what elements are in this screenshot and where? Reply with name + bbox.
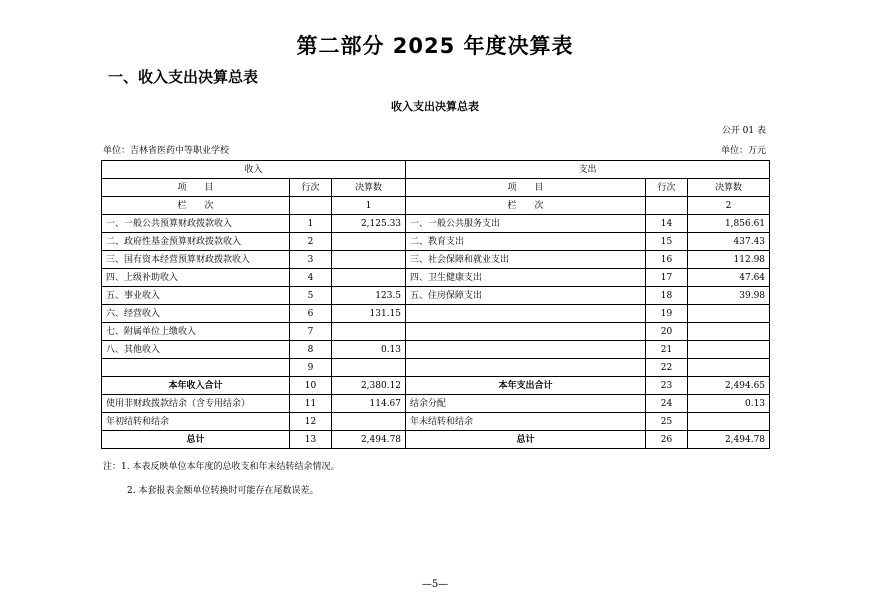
note-2: 2. 本套报表金额单位转换时可能存在尾数误差。 — [127, 486, 319, 496]
income-item-cell — [102, 359, 290, 377]
expense-item-cell — [406, 323, 646, 341]
income-amount-cell: 2,125.33 — [332, 215, 406, 233]
income-item-cell: 总计 — [102, 431, 290, 449]
budget-summary-table — [101, 160, 770, 449]
expense-item-cell — [406, 341, 646, 359]
expense-item-header: 项 目 — [406, 179, 646, 197]
income-amount-cell: 114.67 — [332, 395, 406, 413]
expense-row-number-cell: 25 — [646, 413, 688, 431]
income-item-header: 项 目 — [102, 179, 290, 197]
expense-item-cell — [406, 305, 646, 323]
expense-row-header: 行次 — [646, 179, 688, 197]
expense-row-number-cell: 21 — [646, 341, 688, 359]
income-amount-cell: 2,380.12 — [332, 377, 406, 395]
income-row-header: 行次 — [290, 179, 332, 197]
income-amount-cell — [332, 251, 406, 269]
expense-amount-cell — [688, 359, 770, 377]
table-row — [102, 359, 770, 377]
expense-item-cell — [406, 359, 646, 377]
income-item-cell: 一、一般公共预算财政拨款收入 — [102, 215, 290, 233]
income-row-number-cell: 9 — [290, 359, 332, 377]
expense-row-number-cell: 15 — [646, 233, 688, 251]
income-amount-cell — [332, 359, 406, 377]
income-row-number-cell: 11 — [290, 395, 332, 413]
income-item-cell: 六、经营收入 — [102, 305, 290, 323]
income-row-number-cell: 13 — [290, 431, 332, 449]
income-amount-header: 决算数 — [332, 179, 406, 197]
unit-currency: 单位：万元 — [720, 146, 766, 156]
expense-amount-cell: 2,494.65 — [688, 377, 770, 395]
table-row — [102, 251, 770, 269]
expense-lanci-empty — [646, 197, 688, 215]
table-row — [102, 323, 770, 341]
table-title: 收入支出决算总表 — [391, 100, 479, 113]
income-row-number-cell: 5 — [290, 287, 332, 305]
section-title: 一、收入支出决算总表 — [108, 68, 259, 86]
expense-amount-cell: 2,494.78 — [688, 431, 770, 449]
income-item-cell: 年初结转和结余 — [102, 413, 290, 431]
income-amount-cell — [332, 233, 406, 251]
expense-item-cell: 一、一般公共服务支出 — [406, 215, 646, 233]
expense-row-number-cell: 14 — [646, 215, 688, 233]
expense-item-cell: 五、住房保障支出 — [406, 287, 646, 305]
table-row — [102, 305, 770, 323]
expense-row-number-cell: 22 — [646, 359, 688, 377]
income-row-number-cell: 3 — [290, 251, 332, 269]
table-row — [102, 413, 770, 431]
page-title: 第二部分 2025 年度决算表 — [296, 34, 574, 58]
income-column-number: 1 — [332, 197, 406, 215]
income-amount-cell: 2,494.78 — [332, 431, 406, 449]
expense-amount-header: 决算数 — [688, 179, 770, 197]
expense-amount-cell — [688, 305, 770, 323]
table-row — [102, 269, 770, 287]
income-amount-cell — [332, 413, 406, 431]
expense-item-cell: 二、教育支出 — [406, 233, 646, 251]
income-lanci-empty — [290, 197, 332, 215]
table-row — [102, 431, 770, 449]
income-amount-cell — [332, 323, 406, 341]
expense-amount-cell — [688, 341, 770, 359]
expense-item-cell: 总计 — [406, 431, 646, 449]
expense-item-cell: 结余分配 — [406, 395, 646, 413]
income-item-cell: 八、其他收入 — [102, 341, 290, 359]
income-row-number-cell: 7 — [290, 323, 332, 341]
table-row — [102, 377, 770, 395]
income-item-cell: 五、事业收入 — [102, 287, 290, 305]
income-row-number-cell: 1 — [290, 215, 332, 233]
column-number-row — [102, 197, 770, 215]
expense-row-number-cell: 24 — [646, 395, 688, 413]
table-row — [102, 215, 770, 233]
expense-amount-cell: 39.98 — [688, 287, 770, 305]
expense-amount-cell: 1,856.61 — [688, 215, 770, 233]
income-row-number-cell: 12 — [290, 413, 332, 431]
income-amount-cell: 0.13 — [332, 341, 406, 359]
income-row-number-cell: 10 — [290, 377, 332, 395]
expense-row-number-cell: 16 — [646, 251, 688, 269]
table-body — [102, 161, 770, 449]
expense-amount-cell: 0.13 — [688, 395, 770, 413]
income-item-cell: 二、政府性基金预算财政拨款收入 — [102, 233, 290, 251]
expense-item-cell: 三、社会保障和就业支出 — [406, 251, 646, 269]
income-row-number-cell: 8 — [290, 341, 332, 359]
table-row — [102, 287, 770, 305]
income-lanci-label: 栏 次 — [102, 197, 290, 215]
income-amount-cell: 123.5 — [332, 287, 406, 305]
table-row — [102, 341, 770, 359]
page-number: —5— — [421, 579, 449, 590]
expense-row-number-cell: 18 — [646, 287, 688, 305]
expense-row-number-cell: 17 — [646, 269, 688, 287]
expense-item-cell: 本年支出合计 — [406, 377, 646, 395]
income-amount-cell — [332, 269, 406, 287]
income-item-cell: 本年收入合计 — [102, 377, 290, 395]
income-item-cell: 七、附属单位上缴收入 — [102, 323, 290, 341]
expense-row-number-cell: 26 — [646, 431, 688, 449]
expense-item-cell: 年末结转和结余 — [406, 413, 646, 431]
income-row-number-cell: 4 — [290, 269, 332, 287]
expense-amount-cell: 47.64 — [688, 269, 770, 287]
table-row — [102, 233, 770, 251]
income-item-cell: 三、国有资本经营预算财政拨款收入 — [102, 251, 290, 269]
expense-item-cell: 四、卫生健康支出 — [406, 269, 646, 287]
expense-column-number: 2 — [688, 197, 770, 215]
expense-amount-cell — [688, 413, 770, 431]
expense-amount-cell — [688, 323, 770, 341]
income-amount-cell: 131.15 — [332, 305, 406, 323]
column-header-row — [102, 179, 770, 197]
expense-amount-cell: 112.98 — [688, 251, 770, 269]
expense-amount-cell: 437.43 — [688, 233, 770, 251]
income-item-cell: 四、上级补助收入 — [102, 269, 290, 287]
income-group-header: 收入 — [102, 161, 406, 179]
expense-group-header: 支出 — [406, 161, 770, 179]
form-code: 公开 01 表 — [721, 126, 766, 136]
expense-lanci-label: 栏 次 — [406, 197, 646, 215]
expense-row-number-cell: 23 — [646, 377, 688, 395]
note-1: 注：1. 本表反映单位本年度的总收支和年末结转结余情况。 — [103, 462, 340, 472]
group-header-row — [102, 161, 770, 179]
income-item-cell: 使用非财政拨款结余（含专用结余） — [102, 395, 290, 413]
income-row-number-cell: 2 — [290, 233, 332, 251]
income-row-number-cell: 6 — [290, 305, 332, 323]
table-row — [102, 395, 770, 413]
expense-row-number-cell: 19 — [646, 305, 688, 323]
expense-row-number-cell: 20 — [646, 323, 688, 341]
unit-organization: 单位：吉林省医药中等职业学校 — [103, 146, 230, 156]
